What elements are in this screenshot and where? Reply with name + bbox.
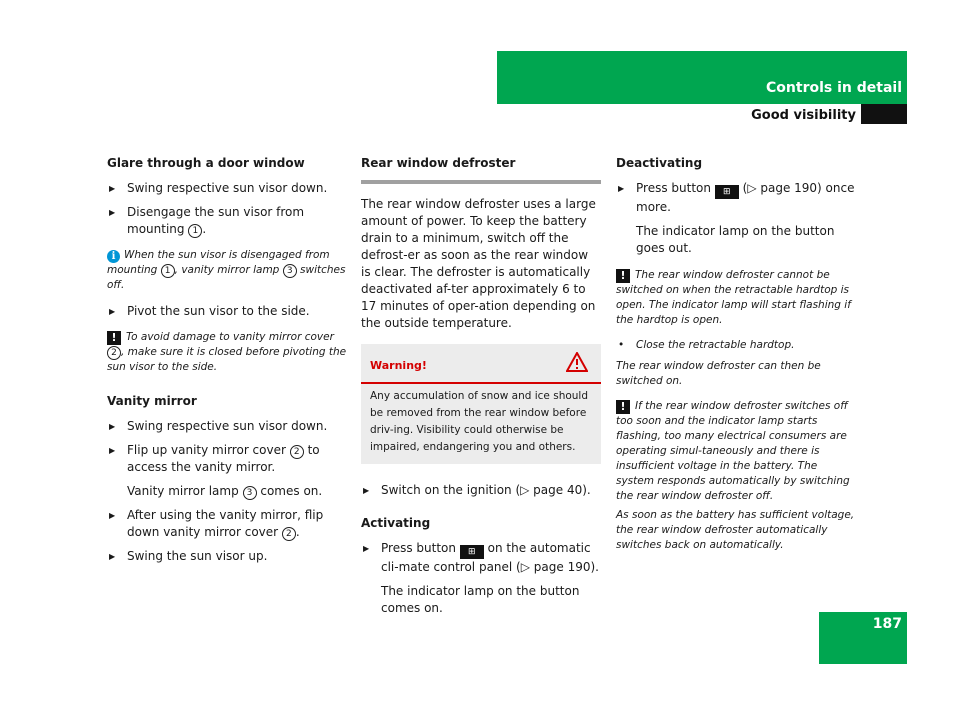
defroster-intro: The rear window defroster uses a large amount of power. To keep the battery drain to a minimum, switch off the defrost-er as soon as the rear window is clear. The defroster is automatically deactivated af-ter approximately 6 to 17 minutes of oper-ation depending on the outside temperature.: [361, 197, 596, 330]
callout-3-icon: 3: [283, 264, 297, 278]
step-ignition: ▶ Switch on the ignition (▷ page 40).: [361, 482, 601, 499]
result-lamp-on: Vanity mirror lamp 3 comes on.: [127, 484, 323, 498]
warning-body: Any accumulation of snow and ice should be removed from the rear window before driv-ing. Visibility could otherwise be impaired, endangering you and others.: [370, 390, 589, 453]
step-close-hardtop: • Close the retractable hardtop.: [616, 338, 858, 353]
heading-activating: Activating: [361, 516, 431, 530]
callout-1-icon: 1: [161, 264, 175, 278]
warning-box: [361, 344, 601, 464]
caution-icon: !: [107, 331, 121, 345]
heading-deactivating: Deactivating: [616, 156, 703, 170]
warning-title: Warning!: [370, 359, 427, 372]
section-title: Controls in detail: [766, 80, 902, 96]
column-2: [361, 155, 601, 624]
subtitle-marker: [861, 104, 907, 124]
caution-icon: !: [616, 400, 630, 414]
defrost-button-icon: ⊞: [460, 545, 484, 559]
caution-note-hardtop: ! The rear window defroster cannot be switched on when the retractable hardtop is open. The indicator lamp will start flashing if the hardtop is open.: [616, 269, 851, 326]
result-indicator-on: The indicator lamp on the button comes on.: [381, 584, 580, 615]
step-flip-down: ▶ After using the vanity mirror, flip down vanity mirror cover 2 .: [107, 507, 349, 541]
warning-header: [361, 344, 601, 384]
step-press-again: ▶ Press button ⊞ (▷ page 190) once more.: [616, 180, 858, 216]
info-note: i When the sun visor is disengaged from mounting 1 , vanity mirror lamp 3 switches off.: [107, 249, 346, 291]
header-band: [497, 51, 907, 104]
note-switch-on: The rear window defroster can then be switched on.: [616, 360, 821, 387]
heading-rule: [361, 180, 601, 184]
step-flip-up: ▶ Flip up vanity mirror cover 2 to access the vanity mirror.: [107, 442, 349, 476]
step-disengage: ▶ Disengage the sun visor from mounting 1 .: [107, 204, 349, 238]
warning-triangle-icon: [566, 352, 588, 372]
column-3: [616, 155, 858, 563]
step-swing-up: ▶ Swing the sun visor up.: [107, 548, 349, 565]
callout-2-icon: 2: [290, 445, 304, 459]
info-icon: i: [107, 250, 120, 263]
column-1: [107, 155, 349, 572]
page-number: 187: [872, 616, 902, 632]
caution-icon: !: [616, 269, 630, 283]
heading-glare: Glare through a door window: [107, 156, 305, 170]
step-press-button: ▶ Press button ⊞ on the automatic cli-mate control panel (▷ page 190).: [361, 540, 601, 576]
defrost-button-icon: ⊞: [715, 185, 739, 199]
callout-2-icon: 2: [282, 527, 296, 541]
section-subtitle: Good visibility: [751, 108, 856, 123]
heading-vanity: Vanity mirror: [107, 394, 197, 408]
step-swing-visor-2: ▶ Swing respective sun visor down.: [107, 418, 349, 435]
step-pivot: ▶ Pivot the sun visor to the side.: [107, 303, 349, 320]
result-indicator-off: The indicator lamp on the button goes out.: [636, 224, 835, 255]
step-swing-visor: ▶ Swing respective sun visor down.: [107, 180, 349, 197]
note-auto-on: As soon as the battery has sufficient voltage, the rear window defroster automatically switches back on automatically.: [616, 509, 855, 551]
heading-defroster: Rear window defroster: [361, 156, 516, 170]
callout-3-icon: 3: [243, 486, 257, 500]
caution-note: ! To avoid damage to vanity mirror cover 2 , make sure it is closed before pivoting the sun visor to the side.: [107, 331, 347, 373]
callout-2-icon: 2: [107, 346, 121, 360]
caution-note-voltage: ! If the rear window defroster switches off too soon and the indicator lamp starts flashing, too many electrical consumers are operating simul-taneously and there is insufficient voltage in the battery. The system responds automatically by switching the rear window defroster off.: [616, 400, 850, 502]
callout-1-icon: 1: [188, 224, 202, 238]
